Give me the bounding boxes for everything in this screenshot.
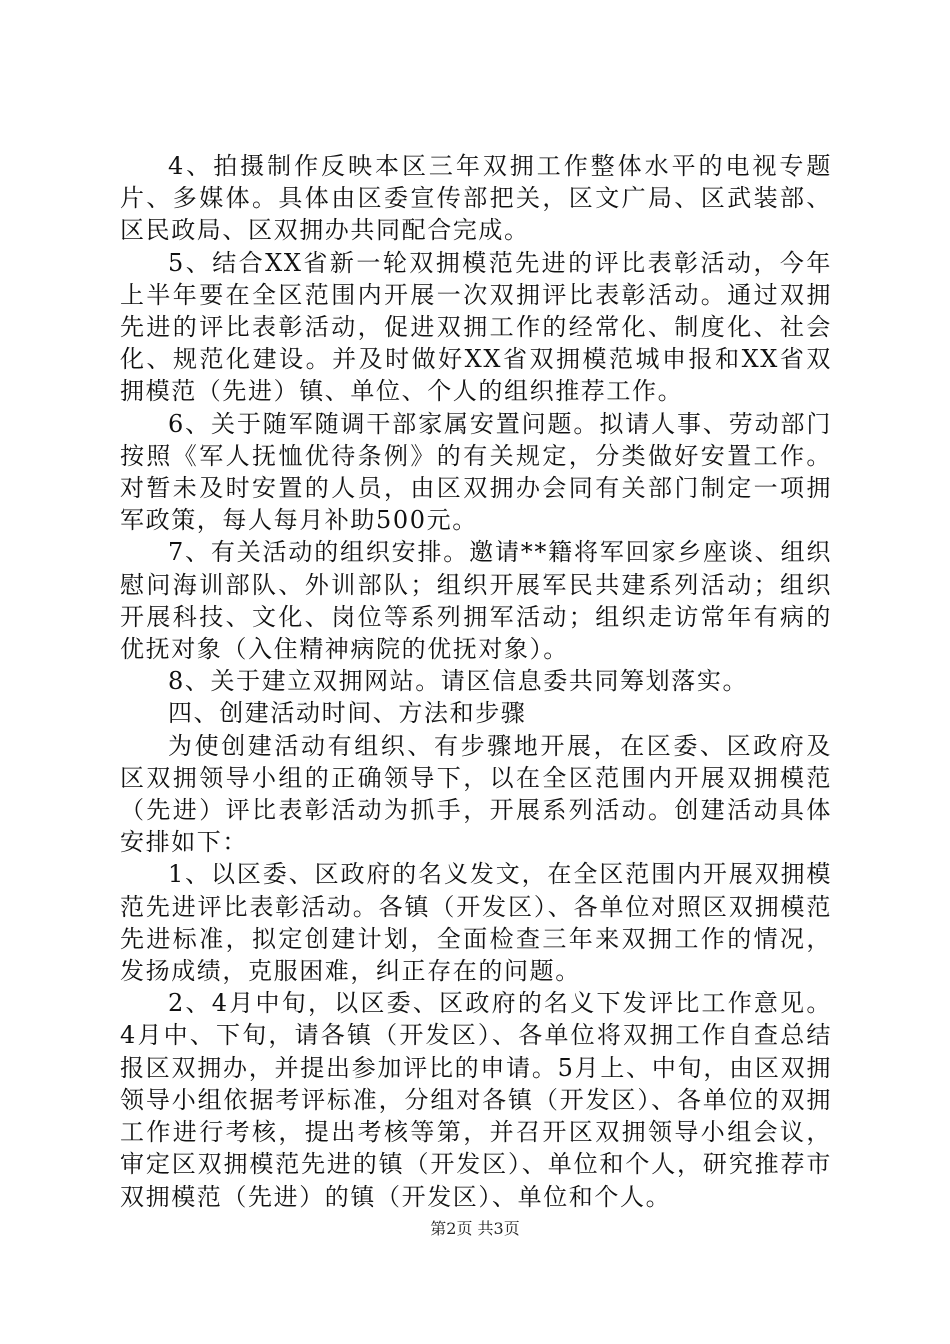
paragraph-item-5: 5、结合XX省新一轮双拥模范先进的评比表彰活动，今年上半年要在全区范围内开展一次双拥评比表彰活动。通过双拥先进的评比表彰活动，促进双拥工作的经常化、制度化、社会化、规范化建设。并及时做好XX省双拥模范城申报和XX省双拥模范（先进）镇、单位、个人的组织推荐工作。 — [120, 248, 832, 406]
paragraph-item-7: 7、有关活动的组织安排。邀请**籍将军回家乡座谈、组织慰问海训部队、外训部队；组织开展军民共建系列活动；组织开展科技、文化、岗位等系列拥军活动；组织走访常年有病的优抚对象（入住精神病院的优抚对象）。 — [120, 538, 832, 664]
step-item-2: 2、4月中旬，以区委、区政府的名义下发评比工作意见。4月中、下旬，请各镇（开发区）、各单位将双拥工作自查总结报区双拥办，并提出参加评比的申请。5月上、中旬，由区双拥领导小组依据考评标准，分组对各镇（开发区）、各单位的双拥工作进行考核，提出考核等第，并召开区双拥领导小组会议，审定区双拥模范先进的镇（开发区）、单位和个人，研究推荐市双拥模范（先进）的镇（开发区）、单位和个人。 — [120, 989, 832, 1211]
paragraph-item-6: 6、关于随军随调干部家属安置问题。拟请人事、劳动部门按照《军人抚恤优待条例》的有关规定，分类做好安置工作。对暂未及时安置的人员，由区双拥办会同有关部门制定一项拥军政策，每人每月补助500元。 — [120, 409, 832, 535]
step-item-1: 1、以区委、区政府的名义发文，在全区范围内开展双拥模范先进评比表彰活动。各镇（开发区）、各单位对照区双拥模范先进标准，拟定创建计划，全面检查三年来双拥工作的情况，发扬成绩，克服困难，纠正存在的问题。 — [120, 860, 832, 986]
page-number-footer: 第2页 共3页 — [430, 1219, 520, 1238]
document-body — [120, 150, 832, 1213]
paragraph-item-8: 8、关于建立双拥网站。请区信息委共同筹划落实。 — [168, 667, 749, 696]
paragraph-item-4: 4、拍摄制作反映本区三年双拥工作整体水平的电视专题片、多媒体。具体由区委宣传部把关，区文广局、区武装部、区民政局、区双拥办共同配合完成。 — [120, 152, 832, 245]
section-intro: 为使创建活动有组织、有步骤地开展，在区委、区政府及区双拥领导小组的正确领导下，以在全区范围内开展双拥模范（先进）评比表彰活动为抓手，开展系列活动。创建活动具体安排如下： — [120, 731, 832, 857]
section-heading: 四、创建活动时间、方法和步骤 — [168, 699, 527, 728]
